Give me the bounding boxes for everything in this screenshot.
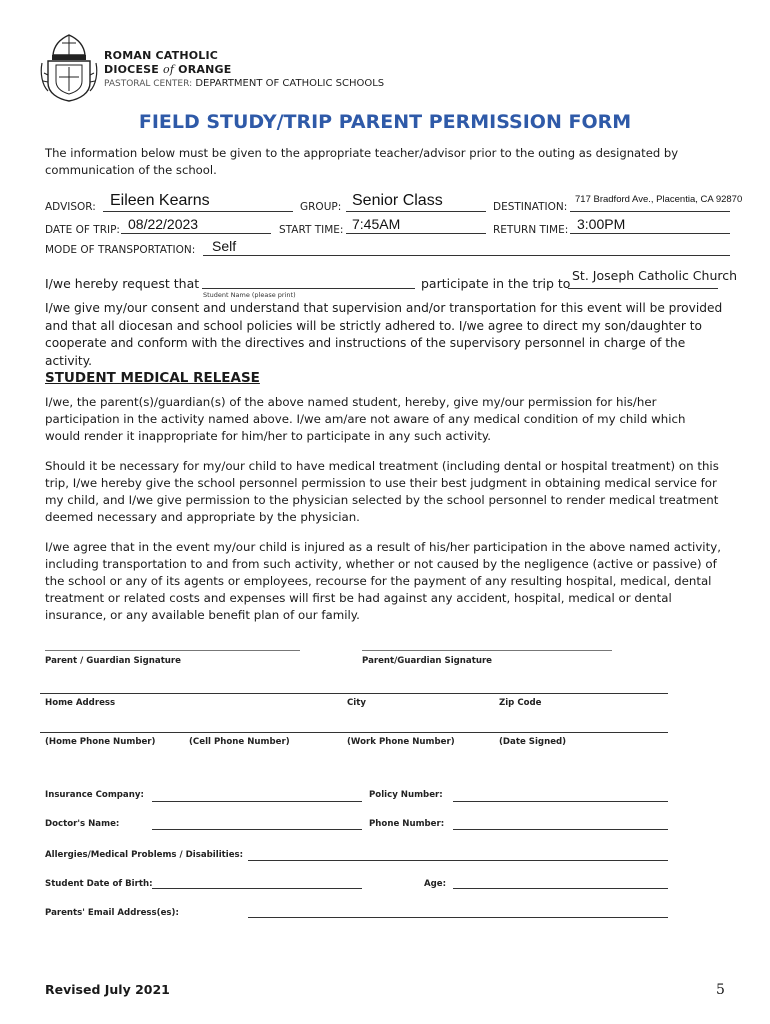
trip-destination-field[interactable]: St. Joseph Catholic Church: [572, 268, 738, 283]
org-name-of: of: [163, 63, 175, 76]
destination-field[interactable]: 717 Bradford Ave., Placentia, CA 92870: [575, 194, 743, 205]
start-time-line: [346, 233, 486, 234]
home-address-label: Home Address: [45, 698, 116, 708]
policy-number-label: Policy Number:: [369, 790, 443, 800]
page-number: 5: [716, 982, 725, 998]
medical-paragraph-3: I/we agree that in the event my/our child is injured as a result of his/her participation in the above named activity, including transportation to and from such activity, whether or not caused by the negligence (active or passive) of the school or any of its agents or employees, recourse for the payment of any resulting hospital, medical, dental treatment or related costs and expenses will first be had against any accident, hospital, medical or dental insurance, or any available benefit plan of our family.: [45, 540, 721, 622]
student-name-field[interactable]: [202, 288, 415, 289]
age-label: Age:: [424, 879, 447, 889]
policy-number-field[interactable]: [453, 801, 668, 802]
home-phone-label: (Home Phone Number): [45, 737, 156, 747]
age-field[interactable]: [453, 888, 668, 889]
date-label: DATE OF TRIP:: [45, 224, 120, 236]
revised-date: Revised July 2021: [45, 982, 170, 997]
org-name-diocese: DIOCESE: [104, 63, 159, 76]
work-phone-label: (Work Phone Number): [347, 737, 455, 747]
org-name-line2: [104, 63, 231, 76]
transport-line: [203, 255, 730, 256]
advisor-field[interactable]: Eileen Kearns: [110, 192, 210, 209]
student-dob-label: Student Date of Birth:: [45, 879, 153, 889]
request-prefix: I/we hereby request that: [45, 276, 200, 291]
start-time-label: START TIME:: [279, 224, 344, 236]
medical-release-heading: STUDENT MEDICAL RELEASE: [45, 370, 260, 386]
phone-line[interactable]: [40, 732, 668, 733]
date-of-trip-field[interactable]: 08/22/2023: [128, 216, 199, 232]
medical-paragraph-1: I/we, the parent(s)/guardian(s) of the above named student, hereby, give my/our permission for his/her participation in the activity named above. I/we am/are not aware of any medical condition of my child which would render it inappropriate for him/her to participate in any such activity.: [45, 395, 686, 443]
date-line: [121, 233, 271, 234]
intro-text: The information below must be given to the appropriate teacher/advisor prior to the outing as designated by communication of the school.: [45, 146, 679, 177]
pastoral-center-line: [104, 78, 384, 89]
zip-code-label: Zip Code: [499, 698, 542, 708]
parent-signature-1-label: Parent / Guardian Signature: [45, 656, 181, 666]
allergies-field[interactable]: [248, 860, 668, 861]
diocese-crest-logo: [38, 33, 100, 103]
department-name: DEPARTMENT OF CATHOLIC SCHOOLS: [195, 78, 385, 89]
destination-label: DESTINATION:: [493, 201, 568, 213]
advisor-label: ADVISOR:: [45, 201, 96, 213]
parent-signature-2-line[interactable]: [362, 650, 612, 651]
form-title: FIELD STUDY/TRIP PARENT PERMISSION FORM: [138, 111, 632, 133]
org-name-line1: ROMAN CATHOLIC: [104, 49, 219, 62]
insurance-company-field[interactable]: [152, 801, 362, 802]
transportation-field[interactable]: Self: [212, 238, 237, 254]
trip-destination-line: [568, 288, 718, 289]
org-name-orange: ORANGE: [178, 63, 232, 76]
return-time-field[interactable]: 3:00PM: [577, 216, 626, 232]
city-label: City: [347, 698, 366, 708]
parent-signature-2-label: Parent/Guardian Signature: [362, 656, 493, 666]
pastoral-center-prefix: PASTORAL CENTER:: [104, 79, 193, 89]
advisor-line: [103, 211, 293, 212]
destination-line: [570, 211, 730, 212]
return-time-line: [570, 233, 730, 234]
doctor-phone-field[interactable]: [453, 829, 668, 830]
doctor-phone-label: Phone Number:: [369, 819, 445, 829]
cell-phone-label: (Cell Phone Number): [189, 737, 290, 747]
insurance-company-label: Insurance Company:: [45, 790, 144, 800]
group-line: [346, 211, 486, 212]
group-field[interactable]: Senior Class: [352, 192, 443, 209]
group-label: GROUP:: [300, 201, 342, 213]
date-signed-label: (Date Signed): [499, 737, 567, 747]
request-middle: participate in the trip to: [421, 276, 571, 291]
doctor-name-field[interactable]: [152, 829, 362, 830]
doctor-name-label: Doctor's Name:: [45, 819, 120, 829]
consent-text: I/we give my/our consent and understand that supervision and/or transportation for this event will be provided and that all diocesan and school policies will be strictly adhered to. I/we agree to direct my son/daughter to cooperate and conform with the directives and instructions of the supervisory personnel in charge of the activity.: [45, 301, 723, 368]
medical-paragraph-2: Should it be necessary for my/our child to have medical treatment (including dental or hospital treatment) on this trip, I/we hereby give the school personnel permission to use their best judgment in obtaining medical service for my child, and I/we give permission to the physician selected by the school personnel to render medical treatment deemed necessary and appropriate by the physician.: [45, 459, 719, 524]
start-time-field[interactable]: 7:45AM: [352, 216, 401, 232]
return-time-label: RETURN TIME:: [493, 224, 569, 236]
transport-label: MODE OF TRANSPORTATION:: [45, 244, 196, 256]
parent-email-field[interactable]: [248, 917, 668, 918]
parent-email-label: Parents' Email Address(es):: [45, 908, 179, 918]
allergies-label: Allergies/Medical Problems / Disabilities:: [45, 850, 244, 860]
student-name-caption: Student Name (please print): [203, 291, 296, 299]
address-line[interactable]: [40, 693, 668, 694]
student-dob-field[interactable]: [152, 888, 362, 889]
parent-signature-1-line[interactable]: [45, 650, 300, 651]
